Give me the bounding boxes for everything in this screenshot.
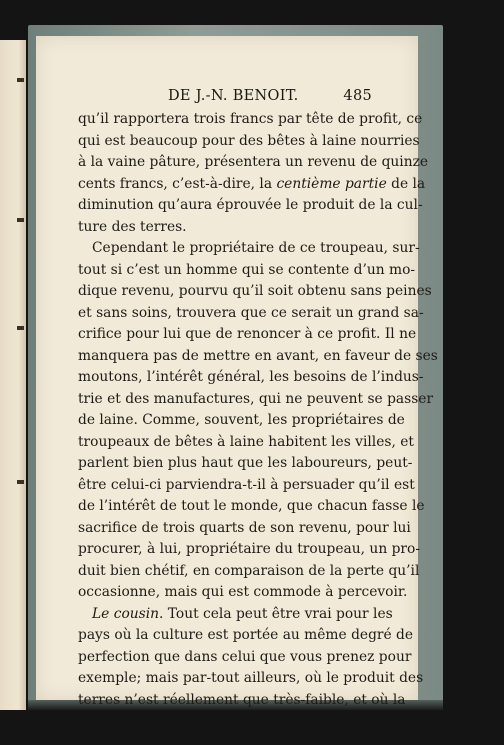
text-line bbox=[78, 367, 424, 389]
text-segment: être celui-ci parviendra-t-il à persuader qu’il est bbox=[78, 476, 415, 493]
text-line bbox=[78, 604, 393, 626]
facing-page-edge bbox=[0, 40, 26, 710]
text-segment: de l’intérêt de tout le monde, que chacun fasse le bbox=[78, 498, 425, 514]
binding-mark bbox=[17, 78, 24, 82]
text-line bbox=[78, 324, 417, 346]
text-line bbox=[78, 195, 423, 217]
text-line bbox=[78, 690, 406, 712]
binding-mark bbox=[17, 326, 24, 330]
text-segment: qui est beaucoup pour des bêtes à laine nourries bbox=[78, 132, 420, 149]
text-line bbox=[78, 475, 415, 497]
text-line bbox=[78, 668, 424, 690]
text-line bbox=[78, 625, 414, 647]
text-segment: parlent bien plus haut que les laboureurs, peut- bbox=[78, 455, 413, 471]
text-line bbox=[78, 217, 375, 239]
text-segment: crifice pour lui que de renoncer à ce profit. Il ne bbox=[78, 326, 417, 342]
text-line bbox=[78, 539, 420, 561]
text-segment: terres n’est réellement que très-faible, et où la bbox=[78, 691, 406, 708]
text-line bbox=[78, 303, 424, 325]
text-line bbox=[78, 109, 423, 131]
text-segment: troupeaux de bêtes à laine habitent les villes, et bbox=[78, 433, 414, 450]
text-segment: à la vaine pâture, présentera un revenu de quinze bbox=[78, 154, 429, 170]
text-line bbox=[78, 496, 425, 518]
text-segment: duit bien chétif, en comparaison de la perte qu’il bbox=[78, 562, 420, 579]
text-segment: trie et des manufactures, qui ne peuvent se passer bbox=[78, 390, 434, 407]
text-segment: procurer, à lui, propriétaire du troupeau, un pro- bbox=[78, 541, 420, 557]
text-line bbox=[78, 131, 420, 153]
body-text bbox=[78, 109, 438, 711]
italic-text: Le cousin bbox=[92, 605, 160, 622]
running-title: DE J.-N. BENOIT. bbox=[168, 88, 299, 104]
text-line bbox=[78, 174, 426, 196]
text-line bbox=[78, 582, 408, 604]
text-segment: perfection que dans celui que vous prenez pour bbox=[78, 648, 412, 665]
text-line bbox=[78, 346, 438, 368]
text-segment: tout si c’est un homme qui se contente d’un mo- bbox=[78, 261, 416, 278]
text-segment: pays où la culture est portée au même degré de bbox=[78, 627, 414, 643]
text-segment: . Tout cela peut être vrai pour les bbox=[159, 605, 393, 622]
page-header bbox=[90, 88, 375, 108]
text-line bbox=[78, 152, 429, 174]
binding-mark bbox=[17, 480, 24, 484]
text-line bbox=[78, 432, 414, 454]
page-number: 485 bbox=[343, 88, 372, 104]
text-line bbox=[78, 561, 420, 583]
text-segment: occasionne, mais qui est commode à percevoir. bbox=[78, 584, 408, 600]
text-segment: manquera pas de mettre en avant, en faveur de ses bbox=[78, 347, 438, 364]
text-segment: ture des terres. bbox=[78, 218, 187, 235]
text-line bbox=[78, 238, 420, 260]
text-segment: de la bbox=[386, 175, 426, 192]
text-segment: dique revenu, pourvu qu’il soit obtenu sans peines bbox=[78, 283, 432, 299]
text-segment: sacrifice de trois quarts de son revenu, pour lui bbox=[78, 519, 411, 536]
text-segment: de laine. Comme, souvent, les propriétaires de bbox=[78, 412, 405, 428]
text-line bbox=[78, 518, 411, 540]
italic-text: centième partie bbox=[276, 175, 387, 192]
text-line bbox=[78, 281, 432, 303]
text-segment: exemple; mais par-tout ailleurs, où le produit des bbox=[78, 670, 424, 686]
text-line bbox=[78, 260, 416, 282]
text-line bbox=[78, 410, 405, 432]
text-segment: diminution qu’aura éprouvée le produit de la cul- bbox=[78, 197, 423, 213]
text-segment: Cependant le propriétaire de ce troupeau, sur- bbox=[92, 240, 420, 256]
binding-mark bbox=[17, 218, 24, 222]
text-segment: et sans soins, trouvera que ce serait un grand sa- bbox=[78, 304, 424, 321]
text-line bbox=[78, 647, 412, 669]
text-segment: moutons, l’intérêt général, les besoins de l’indus- bbox=[78, 369, 424, 385]
text-segment: cents francs, c’est-à-dire, la bbox=[78, 175, 277, 192]
text-line bbox=[78, 389, 434, 411]
text-segment: qu’il rapportera trois francs par tête de profit, ce bbox=[78, 111, 423, 127]
text-line bbox=[78, 453, 413, 475]
